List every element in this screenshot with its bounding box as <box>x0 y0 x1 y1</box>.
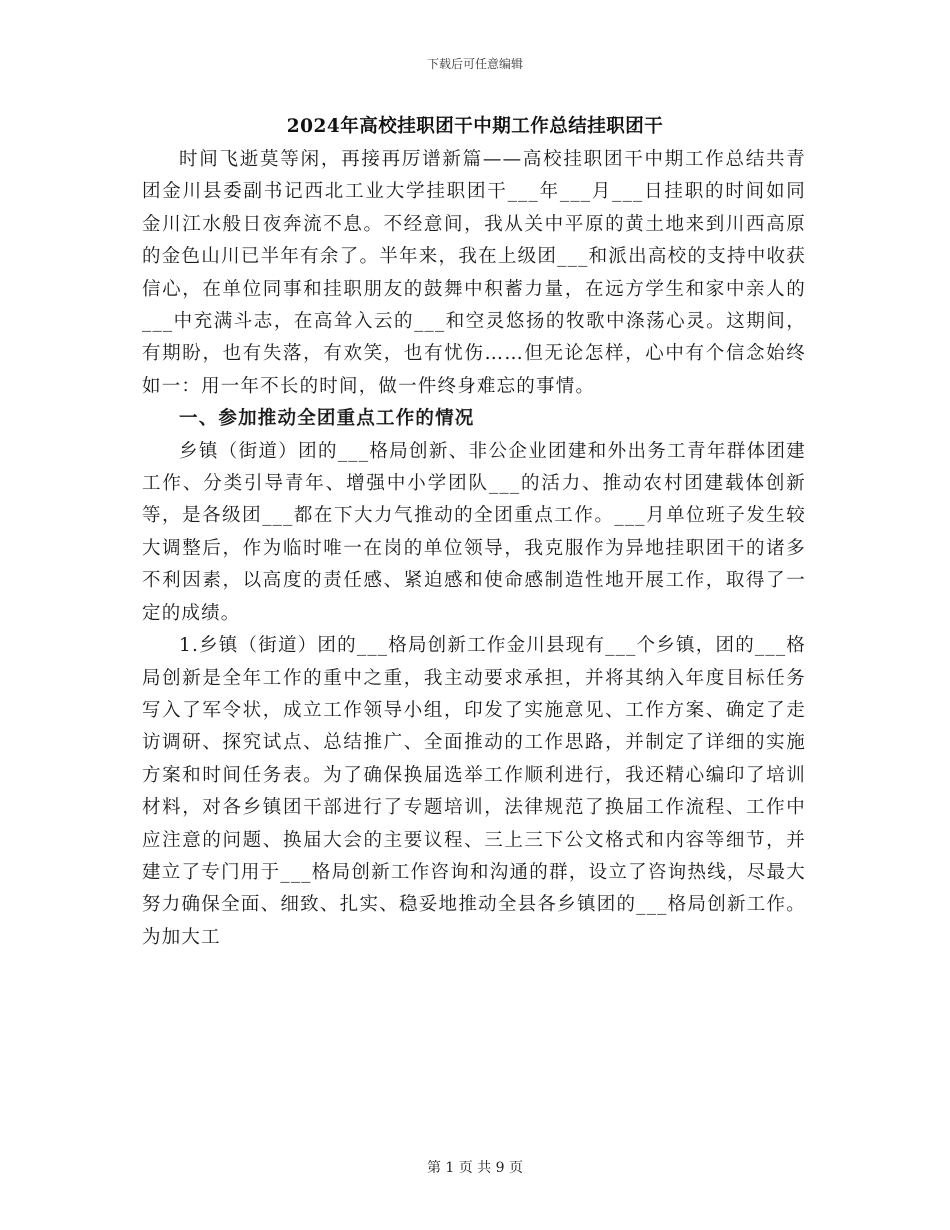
header-note: 下载后可任意编辑 <box>426 57 523 71</box>
document-title: 2024年高校挂职团干中期工作总结挂职团干 <box>286 116 664 137</box>
item-paragraph: 1.乡镇（街道）团的___格局创新工作金川县现有___个乡镇，团的___格局创新是全年工作的重中之重，我主动要求承担，并将其纳入年度目标任务写入了军令状，成立工作领导小组，印发了实施意见、工作方案、确定了走访调研、探究试点、总结推广、全面推动的工作思路，并制定了详细的实施方案和时间任务表。为了确保换届选举工作顺利进行，我还精心编印了培训材料，对各乡镇团干部进行了专题培训，法律规范了换届工作流程、工作中应注意的问题、换届大会的主要议程、三上三下公文格式和内容等细节，并建立了专门用于___格局创新工作咨询和沟通的群，设立了咨询热线，尽最大努力确保全面、细致、扎实、稳妥地推动全县各乡镇团的___格局创新工作。为加大工 <box>142 635 806 948</box>
section-heading: 一、参加推动全团重点工作的情况 <box>179 408 475 430</box>
section-paragraph: 乡镇（街道）团的___格局创新、非公企业团建和外出务工青年群体团建工作、分类引导青年、增强中小学团队___的活力、推动农村团建载体创新等，是各级团___都在下大力气推动的全团重点工作。___月单位班子发生较大调整后，作为临时唯一在岗的单位领导，我克服作为异地挂职团干的诸多不利因素，以高度的责任感、紧迫感和使命感制造性地开展工作，取得了一定的成绩。 <box>142 440 806 624</box>
document-body <box>142 144 806 954</box>
intro-paragraph: 时间飞逝莫等闲，再接再厉谱新篇——高校挂职团干中期工作总结共青团金川县委副书记西北工业大学挂职团干___年___月___日挂职的时间如同金川江水般日夜奔流不息。不经意间，我从关中平原的黄土地来到川西高原的金色山川已半年有余了。半年来，我在上级团___和派出高校的支持中收获信心，在单位同事和挂职朋友的鼓舞中积蓄力量，在远方学生和家中亲人的___中充满斗志，在高耸入云的___和空灵悠扬的牧歌中涤荡心灵。这期间，有期盼，也有失落，有欢笑，也有忧伤……但无论怎样，心中有个信念始终如一：用一年不长的时间，做一件终身难忘的事情。 <box>142 149 806 397</box>
page-number: 第 1 页 共 9 页 <box>426 1160 524 1176</box>
